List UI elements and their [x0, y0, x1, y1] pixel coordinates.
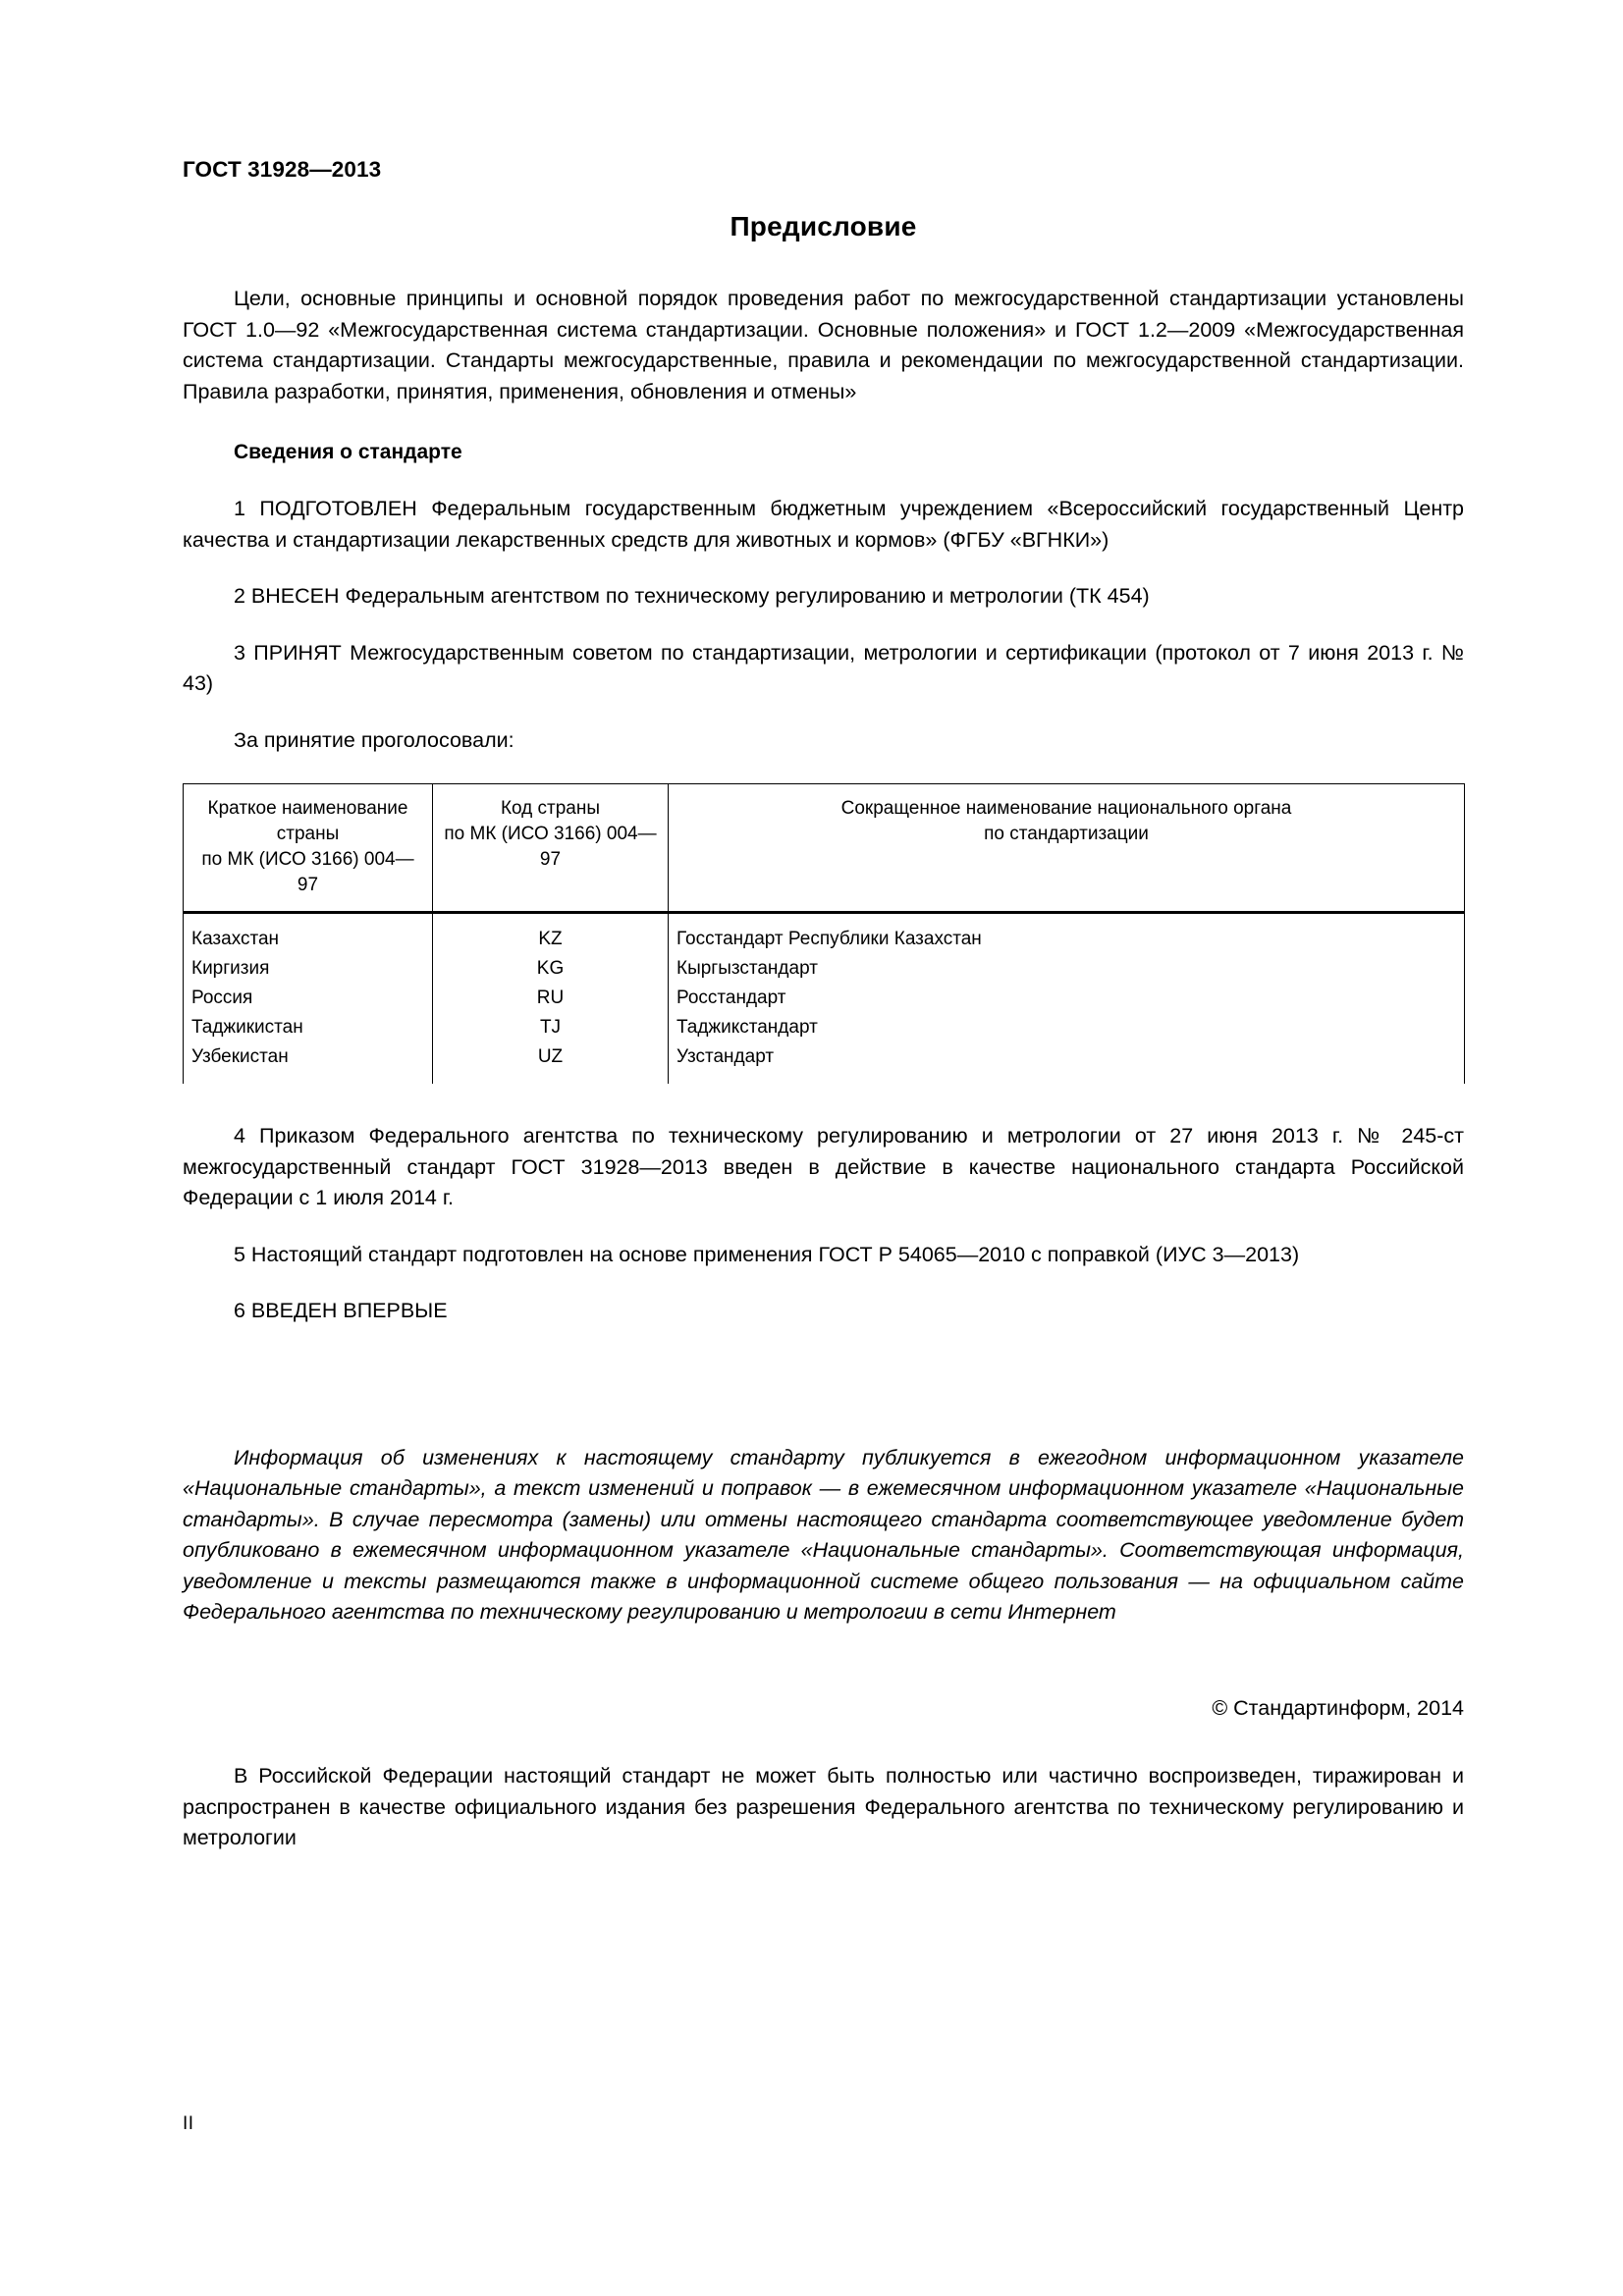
voting-table-head: [184, 784, 1465, 913]
cell-country: Россия: [184, 984, 433, 1013]
column-header-country: [184, 784, 433, 913]
spacer: [183, 556, 1464, 581]
standard-info-item-1: 1 ПОДГОТОВЛЕН Федеральным государственным бюджетным учреждением «Всероссийский государственный Центр качества и стандартизации лекарственных средств для животных и кормов» (ФГБУ «ВГНКИ»): [183, 497, 1464, 552]
spacer: [183, 700, 1464, 725]
standard-info-item-3: 3 ПРИНЯТ Межгосударственным советом по стандартизации, метрологии и сертификации (протокол от 7 июня 2013 г. № 43): [183, 640, 1464, 695]
foreword-intro-paragraph: Цели, основные принципы и основной порядок проведения работ по межгосударственной стандартизации установлены ГОСТ 1.0—92 «Межгосударственная система стандартизации. Основные положения» и ГОСТ 1.2—2009 «Межгосударственная система стандартизации. Стандарты межгосударственные, правила и рекомендации по межгосударственной стандартизации. Правила разработки, принятия, применения, обновления и отмены»: [183, 287, 1464, 403]
column-header-national-body-line1: Сокращенное наименование национального органа: [840, 798, 1292, 819]
cell-national-body: Узстандарт: [669, 1042, 1465, 1084]
table-row: [184, 913, 1465, 955]
page-content: [183, 211, 1464, 1854]
table-row: [184, 984, 1465, 1013]
spacer: [183, 464, 1464, 494]
column-header-national-body-line2: по стандартизации: [984, 824, 1149, 844]
column-header-code: [433, 784, 669, 913]
spacer: [183, 613, 1464, 638]
copyright-line: © Стандартинформ, 2014: [1212, 1695, 1464, 1720]
spacer: [183, 1084, 1464, 1121]
cell-country: Казахстан: [184, 913, 433, 955]
standard-info-item-2: 2 ВНЕСЕН Федеральным агентством по техническому регулированию и метрологии (ТК 454): [234, 584, 1150, 608]
table-header-row: [184, 784, 1465, 913]
cell-country: Киргизия: [184, 954, 433, 984]
spacer: [183, 1629, 1464, 1693]
cell-country: Узбекистан: [184, 1042, 433, 1084]
standard-info-item-4: 4 Приказом Федерального агентства по техническому регулированию и метрологии от 27 июня 2013 г. № 245-ст межгосударственный стандарт ГОСТ 31928—2013 введен в действие в качестве национального стандарта Российской Федерации с 1 июля 2014 г.: [183, 1124, 1464, 1209]
cell-country: Таджикистан: [184, 1013, 433, 1042]
table-row: [184, 1013, 1465, 1042]
spacer: [183, 1270, 1464, 1296]
cell-code: RU: [433, 984, 669, 1013]
column-header-code-line2: по МК (ИСО 3166) 004—97: [444, 824, 657, 870]
cell-code: KZ: [433, 913, 669, 955]
cell-code: KG: [433, 954, 669, 984]
cell-national-body: Госстандарт Республики Казахстан: [669, 913, 1465, 955]
voting-lead-in: За принятие проголосовали:: [234, 727, 514, 752]
page-number: II: [183, 2113, 194, 2134]
standard-info-item-6: 6 ВВЕДЕН ВПЕРВЫЕ: [234, 1299, 448, 1322]
standard-info-item-5: 5 Настоящий стандарт подготовлен на основе применения ГОСТ Р 54065—2010 с поправкой (ИУС 3—2013): [234, 1242, 1300, 1266]
spacer: [183, 1327, 1464, 1443]
cell-code: TJ: [433, 1013, 669, 1042]
spacer: [183, 1724, 1464, 1761]
cell-code: UZ: [433, 1042, 669, 1084]
amendments-notice: Информация об изменениях к настоящему стандарту публикуется в ежегодном информационном указателе «Национальные стандарты», а текст изменений и поправок — в ежемесячном информационном указателе «Национальные стандарты». В случае пересмотра (замены) или отмены настоящего стандарта соответствующее уведомление будет опубликовано в ежемесячном информационном указателе «Национальные стандарты». Соответствующая информация, уведомление и тексты размещаются также в информационной системе общего пользования — на официальном сайте Федерального агентства по техническому регулированию и метрологии в сети Интернет: [183, 1445, 1464, 1624]
voting-table-body: [184, 913, 1465, 1085]
standard-info-heading: Сведения о стандарте: [234, 441, 462, 463]
spacer: [183, 1214, 1464, 1240]
cell-national-body: Росстандарт: [669, 984, 1465, 1013]
reproduction-restriction-paragraph: В Российской Федерации настоящий стандарт не может быть полностью или частично воспроизведен, тиражирован и распространен в качестве официального издания без разрешения Федерального агентства по техническому регулированию и метрологии: [183, 1764, 1464, 1849]
voting-table-wrapper: [183, 783, 1464, 1084]
column-header-country-line1: Краткое наименование страны: [207, 798, 408, 844]
column-header-country-line2: по МК (ИСО 3166) 004—97: [201, 849, 414, 895]
page-title: Предисловие: [730, 211, 917, 241]
column-header-code-line1: Код страны: [500, 798, 601, 819]
table-row: [184, 954, 1465, 984]
column-header-national-body: [669, 784, 1465, 913]
table-row: [184, 1042, 1465, 1084]
cell-national-body: Таджикстандарт: [669, 1013, 1465, 1042]
running-header: ГОСТ 31928—2013: [183, 157, 382, 182]
voting-table: [183, 783, 1465, 1084]
cell-national-body: Кыргызстандарт: [669, 954, 1465, 984]
